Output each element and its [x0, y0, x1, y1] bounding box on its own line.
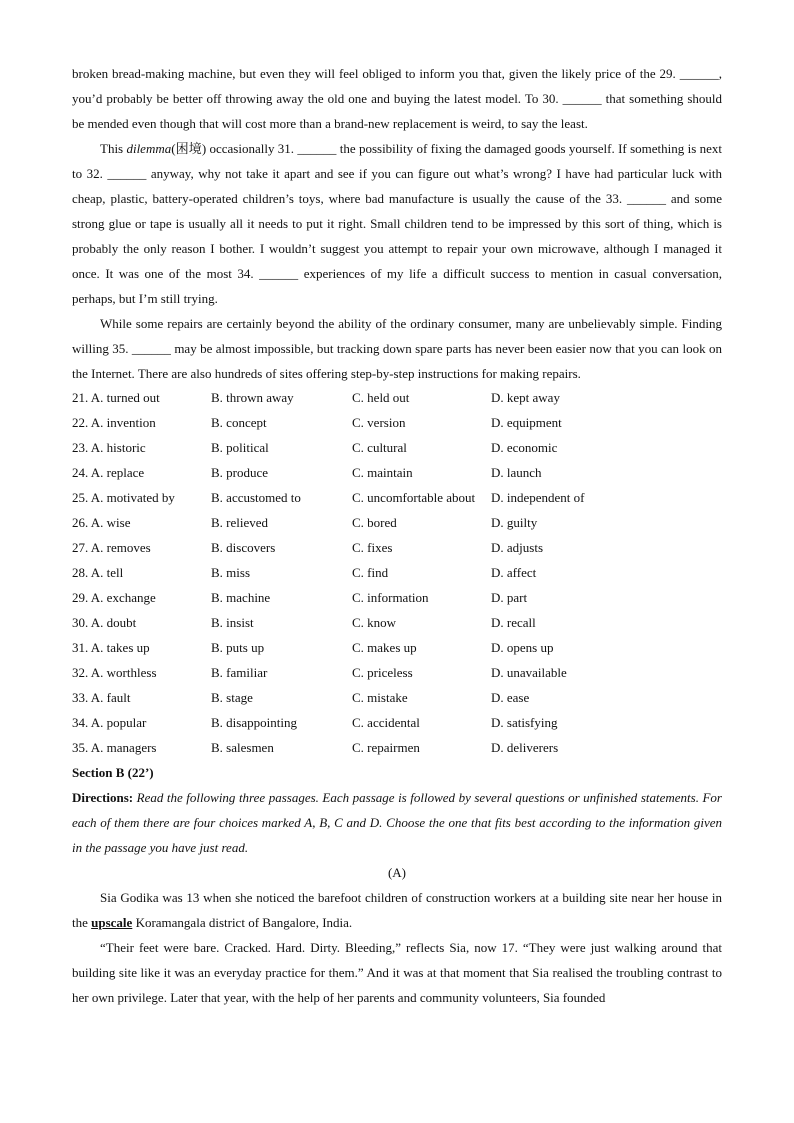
option-d: D. launch — [491, 465, 542, 480]
option-d: D. part — [491, 590, 528, 605]
option-a: 31. A. takes up — [72, 640, 150, 655]
directions-label: Directions: — [72, 790, 134, 805]
option-b: B. stage — [211, 690, 253, 705]
option-a: 24. A. replace — [72, 465, 145, 480]
option-row — [72, 610, 732, 635]
option-c: C. priceless — [352, 665, 413, 680]
option-row — [72, 535, 732, 560]
underlined-term: upscale — [91, 915, 133, 930]
option-row — [72, 435, 732, 460]
option-d: D. unavailable — [491, 665, 567, 680]
option-d: D. independent of — [491, 490, 585, 505]
option-d: D. deliverers — [491, 740, 559, 755]
directions-text: Read the following three passages. Each passage is followed by several questions or unfinished statements. For each of them there are four choices marked A, B, C and D. Choose the one that fits best according to the information given in the passage you have just read. — [72, 790, 722, 855]
option-c: C. version — [352, 415, 406, 430]
option-c: C. information — [352, 590, 429, 605]
option-c: C. maintain — [352, 465, 413, 480]
option-row — [72, 735, 732, 760]
section-heading: Section B (22’) — [72, 765, 154, 780]
option-c: C. makes up — [352, 640, 417, 655]
option-a: 35. A. managers — [72, 740, 157, 755]
option-row — [72, 485, 732, 510]
option-b: B. disappointing — [211, 715, 297, 730]
option-d: D. satisfying — [491, 715, 558, 730]
italic-term: dilemma — [126, 141, 172, 156]
passage-a-paragraph-2 — [72, 935, 722, 1010]
passage-text: “Their feet were bare. Cracked. Hard. Dirty. Bleeding,” reflects Sia, now 17. “They were just walking around that building site like it was an everyday practice for them.” And it was at that moment that Sia realised the troubling contrast to her own privilege. Later that year, with the help of her parents and community volunteers, Sia founded — [72, 940, 722, 1005]
option-row — [72, 685, 732, 710]
option-a: 34. A. popular — [72, 715, 147, 730]
option-b: B. insist — [211, 615, 254, 630]
option-row — [72, 585, 732, 610]
option-b: B. concept — [211, 415, 267, 430]
option-c: C. mistake — [352, 690, 408, 705]
options-list — [72, 385, 732, 760]
option-b: B. accustomed to — [211, 490, 301, 505]
option-b: B. thrown away — [211, 390, 294, 405]
option-c: C. bored — [352, 515, 397, 530]
option-b: B. discovers — [211, 540, 276, 555]
option-d: D. adjusts — [491, 540, 543, 555]
passage-text: While some repairs are certainly beyond the ability of the ordinary consumer, many are unbelievably simple. Finding willing 35. ______ may be almost impossible, but tracking down spare parts has never been easier now that you can look on the Internet. There are also hundreds of sites offering step-by-step instructions for making repairs. — [72, 316, 722, 381]
option-a: 23. A. historic — [72, 440, 146, 455]
option-b: B. produce — [211, 465, 269, 480]
passage-paragraph-2 — [72, 136, 722, 311]
option-a: 32. A. worthless — [72, 665, 157, 680]
option-c: C. accidental — [352, 715, 420, 730]
passage-text: This — [100, 141, 127, 156]
option-d: D. guilty — [491, 515, 538, 530]
option-a: 33. A. fault — [72, 690, 131, 705]
option-a: 21. A. turned out — [72, 390, 160, 405]
option-a: 26. A. wise — [72, 515, 131, 530]
directions — [72, 785, 722, 860]
option-row — [72, 635, 732, 660]
passage-paragraph-1: broken bread-making machine, but even they will feel obliged to inform you that, given the likely price of the 29. ______, you’d probably be better off throwing away the old one and buying the latest model. To 30. ______ that something should be mended even though that will cost more than a brand-new replacement is weird, to say the least. — [72, 66, 722, 131]
passage-text: (困境) occasionally 31. ______ the possibility of fixing the damaged goods yourself. If something is next to 32. ______ anyway, why not take it apart and see if you can figure out what’s wrong? I have had particular luck with cheap, plastic, battery-operated children’s toys, where bad manufacture is usually the cause of the 33. ______ and some strong glue or tape is usually all it needs to put it right. Small children tend to be impressed by this sort of thing, which is probably the only reason I bother. I wouldn’t suggest you attempt to repair your own microwave, although I managed it once. It was one of the most 34. ______ experiences of my life a difficult success to mention in casual conversation, perhaps, but I’m still trying. — [72, 141, 722, 306]
option-c: C. cultural — [352, 440, 407, 455]
option-c: C. fixes — [352, 540, 393, 555]
option-b: B. familiar — [211, 665, 268, 680]
passage-text: Koramangala district of Bangalore, India. — [132, 915, 353, 930]
option-a: 25. A. motivated by — [72, 490, 175, 505]
option-c: C. repairmen — [352, 740, 420, 755]
option-a: 28. A. tell — [72, 565, 124, 580]
option-row — [72, 460, 732, 485]
option-a: 29. A. exchange — [72, 590, 156, 605]
option-c: C. held out — [352, 390, 410, 405]
option-b: B. political — [211, 440, 269, 455]
option-a: 27. A. removes — [72, 540, 151, 555]
option-a: 22. A. invention — [72, 415, 156, 430]
option-c: C. uncomfortable about — [352, 490, 476, 505]
option-d: D. economic — [491, 440, 558, 455]
passage-paragraph-3 — [72, 311, 722, 386]
option-d: D. ease — [491, 690, 530, 705]
option-c: C. find — [352, 565, 389, 580]
option-row — [72, 385, 732, 410]
option-c: C. know — [352, 615, 397, 630]
option-row — [72, 560, 732, 585]
passage-label: (A) — [387, 865, 407, 880]
option-d: D. opens up — [491, 640, 554, 655]
option-d: D. recall — [491, 615, 536, 630]
option-row — [72, 710, 732, 735]
option-b: B. salesmen — [211, 740, 274, 755]
option-b: B. miss — [211, 565, 251, 580]
option-d: D. kept away — [491, 390, 560, 405]
passage-text: Sia Godika was 13 when she noticed the barefoot children of construction workers at a building site near her house in the — [72, 890, 722, 930]
option-row — [72, 510, 732, 535]
option-d: D. equipment — [491, 415, 562, 430]
option-b: B. machine — [211, 590, 271, 605]
option-b: B. puts up — [211, 640, 265, 655]
passage-a-paragraph-1 — [72, 885, 722, 935]
option-a: 30. A. doubt — [72, 615, 137, 630]
option-row — [72, 660, 732, 685]
option-d: D. affect — [491, 565, 537, 580]
option-row — [72, 410, 732, 435]
option-b: B. relieved — [211, 515, 269, 530]
